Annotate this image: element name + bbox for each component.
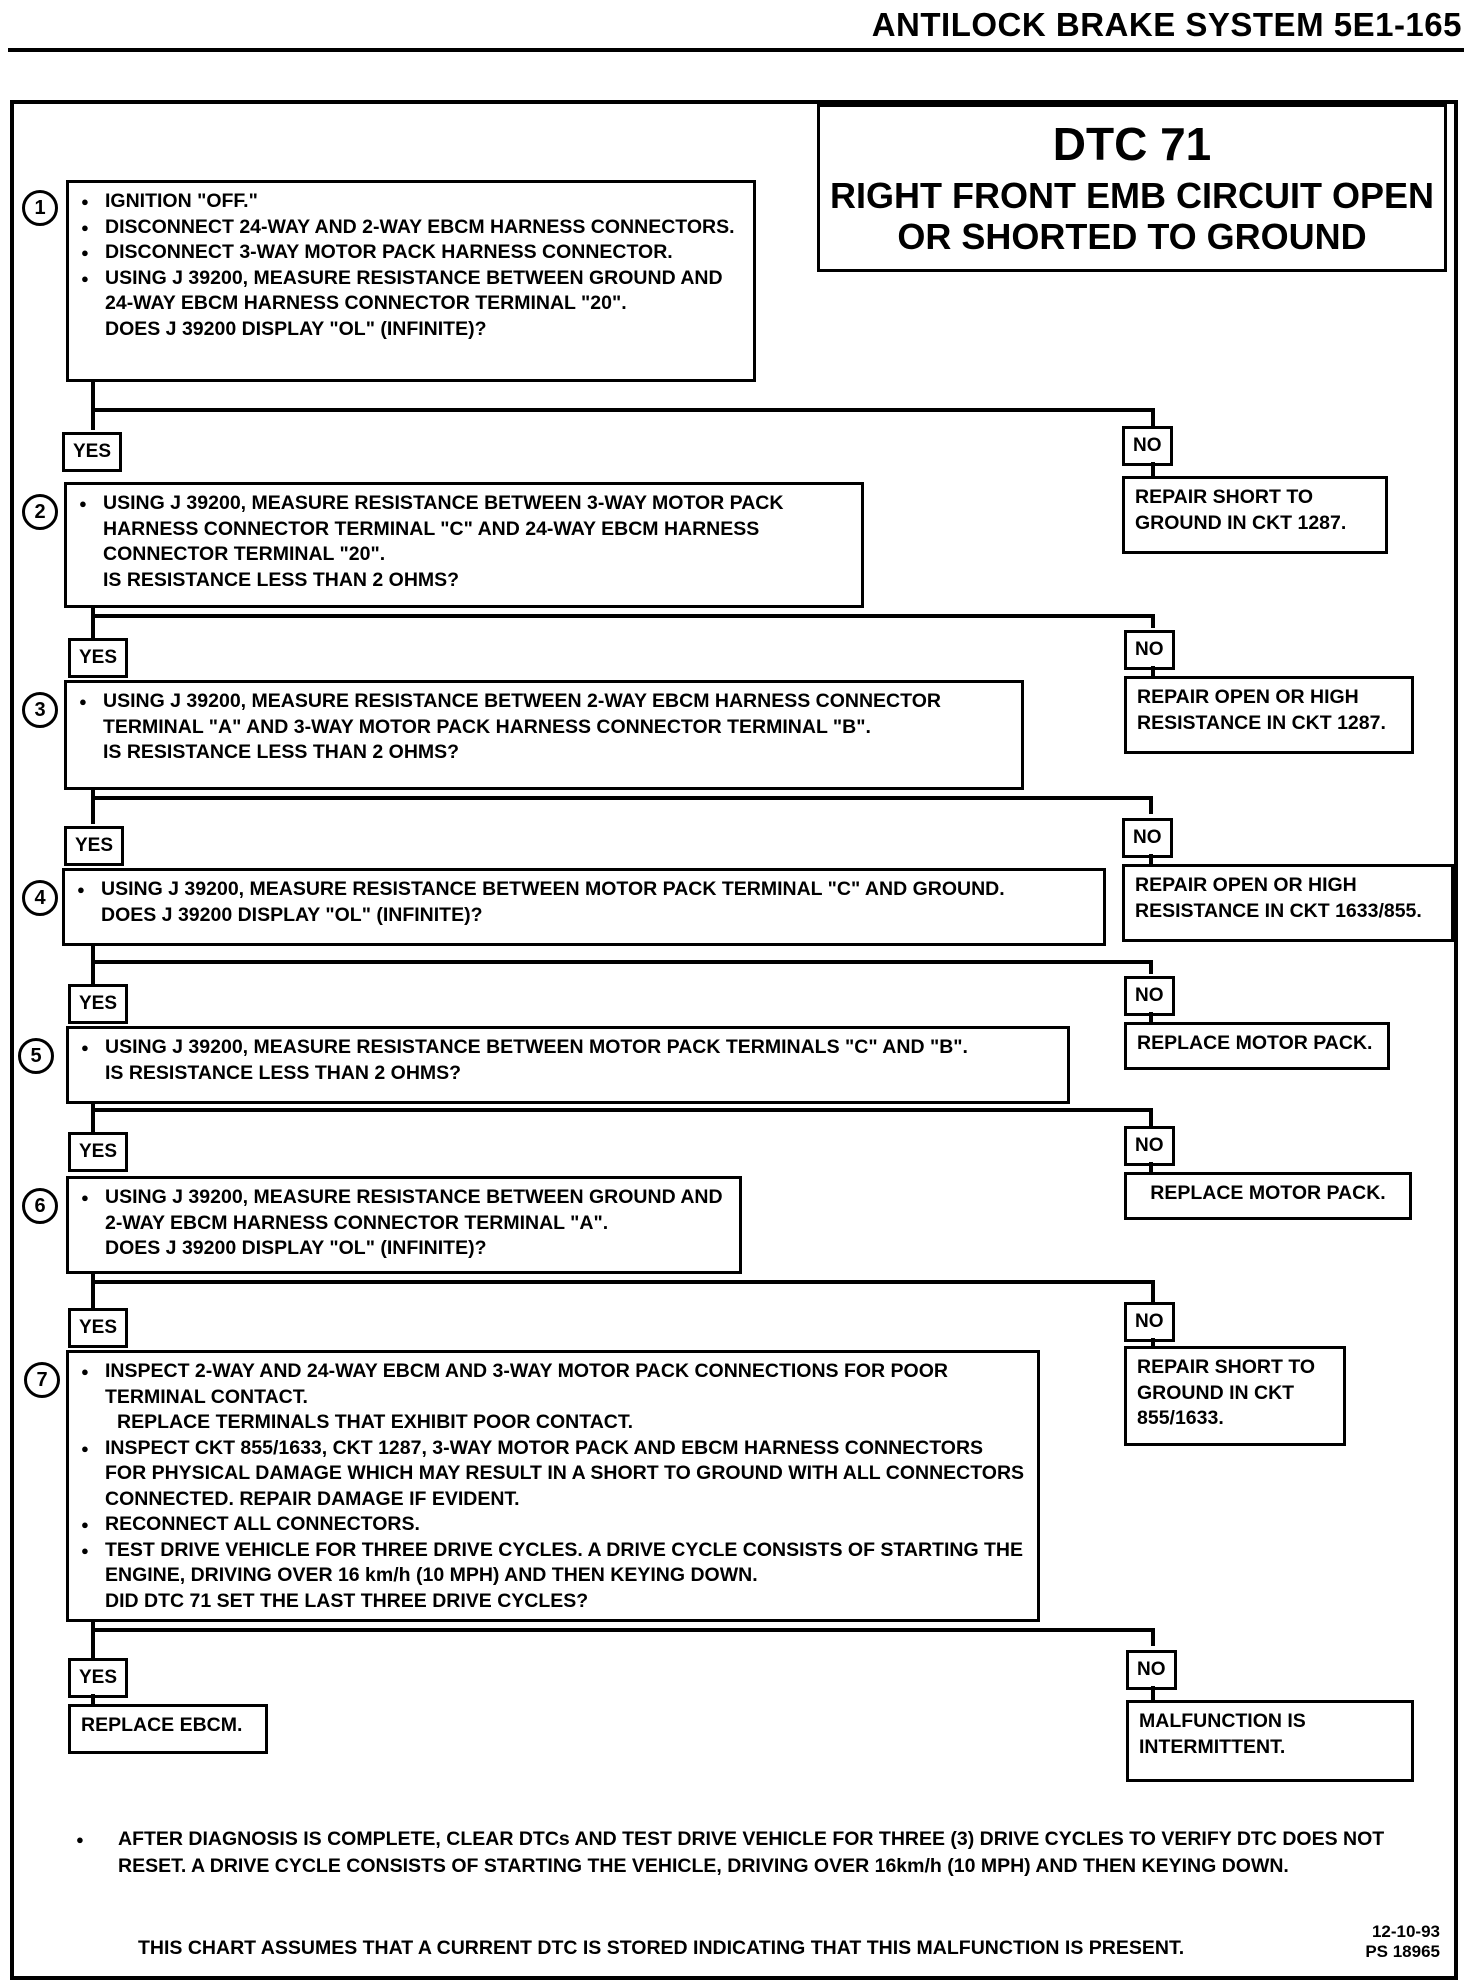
step-6-item: ● USING J 39200, MEASURE RESISTANCE BETWEEN GROUND AND 2-WAY EBCM HARNESS CONNECTOR TERMINAL "A". xyxy=(79,1185,729,1236)
no-label-7: NO xyxy=(1126,1650,1177,1690)
step-7-question: DID DTC 71 SET THE LAST THREE DRIVE CYCLES? xyxy=(105,1589,589,1612)
step-number-5: 5 xyxy=(18,1038,54,1074)
branch-line-6 xyxy=(91,1280,1155,1284)
dtc-title-box xyxy=(817,104,1447,272)
connector xyxy=(91,946,95,986)
step-7-item xyxy=(79,1359,1027,1436)
step-3-question: IS RESISTANCE LESS THAN 2 OHMS? xyxy=(103,741,460,763)
branch-line-4 xyxy=(91,960,1153,964)
step-6-question: DOES J 39200 DISPLAY "OL" (INFINITE)? xyxy=(105,1237,487,1259)
step-1-item: ● USING J 39200, MEASURE RESISTANCE BETWEEN GROUND AND 24-WAY EBCM HARNESS CONNECTOR TERMINAL "20". xyxy=(79,266,743,317)
step-number-6: 6 xyxy=(22,1188,58,1224)
step-6-box xyxy=(66,1176,742,1274)
step-7-item: ● INSPECT CKT 855/1633, CKT 1287, 3-WAY MOTOR PACK AND EBCM HARNESS CONNECTORS FOR PHYSICAL DAMAGE WHICH MAY RESULT IN A SHORT TO GROUND WITH ALL CONNECTORS CONNECTED. REPAIR DAMAGE IF EVIDENT. xyxy=(79,1436,1027,1513)
dtc-description-line2: OR SHORTED TO GROUND xyxy=(897,216,1367,257)
yes-label-1: YES xyxy=(62,432,122,472)
branch-line-5 xyxy=(91,1108,1153,1112)
branch-line-2 xyxy=(91,614,1155,618)
connector xyxy=(1151,614,1155,628)
connector xyxy=(1149,796,1153,814)
yes-label-6: YES xyxy=(68,1308,128,1348)
no-label-3: NO xyxy=(1122,818,1173,858)
step-number-4: 4 xyxy=(22,880,58,916)
step-1-question: DOES J 39200 DISPLAY "OL" (INFINITE)? xyxy=(105,317,487,340)
document-ref xyxy=(1365,1922,1440,1962)
result-no-2: REPAIR OPEN OR HIGH RESISTANCE IN CKT 1287. xyxy=(1124,676,1414,754)
connector xyxy=(1151,1280,1155,1302)
step-2-box xyxy=(64,482,864,608)
connector xyxy=(1151,1628,1155,1646)
branch-line-1 xyxy=(91,408,1155,412)
branch-line-3 xyxy=(91,796,1153,800)
document-date: 12-10-93 xyxy=(1371,1922,1440,1941)
no-label-5: NO xyxy=(1124,1126,1175,1166)
step-number-7: 7 xyxy=(24,1362,60,1398)
step-3-item: ● USING J 39200, MEASURE RESISTANCE BETWEEN 2-WAY EBCM HARNESS CONNECTOR TERMINAL "A" AND 3-WAY MOTOR PACK HARNESS CONNECTOR TERMINAL "B". xyxy=(77,689,1011,740)
dtc-code: DTC 71 xyxy=(1052,118,1212,170)
step-5-question: IS RESISTANCE LESS THAN 2 OHMS? xyxy=(105,1061,462,1084)
chart-assumption: THIS CHART ASSUMES THAT A CURRENT DTC IS STORED INDICATING THAT THIS MALFUNCTION IS PRESENT. xyxy=(138,1937,1185,1959)
result-no-5: REPLACE MOTOR PACK. xyxy=(1124,1172,1412,1220)
no-label-6: NO xyxy=(1124,1302,1175,1342)
no-label-1: NO xyxy=(1122,426,1173,466)
result-no-7: MALFUNCTION IS INTERMITTENT. xyxy=(1126,1700,1414,1782)
step-2-item: ● USING J 39200, MEASURE RESISTANCE BETWEEN 3-WAY MOTOR PACK HARNESS CONNECTOR TERMINAL "C" AND 24-WAY EBCM HARNESS CONNECTOR TERMINAL "20". xyxy=(77,491,851,568)
step-1-item: ● DISCONNECT 24-WAY AND 2-WAY EBCM HARNESS CONNECTORS. xyxy=(79,215,743,241)
step-7-box xyxy=(66,1350,1040,1622)
step-number-2: 2 xyxy=(22,494,58,530)
yes-label-5: YES xyxy=(68,1132,128,1172)
branch-line-7 xyxy=(91,1628,1155,1632)
step-7-item-text: INSPECT 2-WAY AND 24-WAY EBCM AND 3-WAY MOTOR PACK CONNECTIONS FOR POOR TERMINAL CONTACT. xyxy=(105,1360,948,1408)
step-7-item: ● RECONNECT ALL CONNECTORS. xyxy=(79,1512,1027,1538)
no-label-4: NO xyxy=(1124,976,1175,1016)
result-no-6: REPAIR SHORT TO GROUND IN CKT 855/1633. xyxy=(1124,1346,1346,1446)
step-4-item: ● USING J 39200, MEASURE RESISTANCE BETWEEN MOTOR PACK TERMINAL "C" AND GROUND. xyxy=(75,877,1093,903)
yes-label-7: YES xyxy=(68,1658,128,1698)
step-1-box xyxy=(66,180,756,382)
step-1-item: ● IGNITION "OFF." xyxy=(79,189,743,215)
step-3-box xyxy=(64,680,1024,790)
step-5-item: ● USING J 39200, MEASURE RESISTANCE BETWEEN MOTOR PACK TERMINALS "C" AND "B". xyxy=(79,1035,1057,1061)
step-7-sub-item: REPLACE TERMINALS THAT EXHIBIT POOR CONTACT. xyxy=(117,1411,634,1433)
step-number-1: 1 xyxy=(22,190,58,226)
no-label-2: NO xyxy=(1124,630,1175,670)
result-no-1: REPAIR SHORT TO GROUND IN CKT 1287. xyxy=(1122,476,1388,554)
connector xyxy=(1149,1108,1153,1126)
footnote-text: AFTER DIAGNOSIS IS COMPLETE, CLEAR DTCs AND TEST DRIVE VEHICLE FOR THREE (3) DRIVE CYCLES TO VERIFY DTC DOES NOT RESET. A DRIVE CYCLE CONSISTS OF STARTING THE VEHICLE, DRIVING OVER 16km/h (10 MPH) AND THEN KEYING DOWN. xyxy=(118,1828,1385,1877)
yes-label-3: YES xyxy=(64,826,124,866)
header-rule xyxy=(8,48,1464,52)
result-no-3: REPAIR OPEN OR HIGH RESISTANCE IN CKT 1633/855. xyxy=(1122,864,1454,942)
result-no-4: REPLACE MOTOR PACK. xyxy=(1124,1022,1390,1070)
footnote xyxy=(76,1826,1436,1880)
step-4-box xyxy=(62,868,1106,946)
dtc-description-line1: RIGHT FRONT EMB CIRCUIT OPEN xyxy=(830,175,1434,216)
step-1-item: ● DISCONNECT 3-WAY MOTOR PACK HARNESS CONNECTOR. xyxy=(79,240,743,266)
connector xyxy=(91,382,95,430)
yes-label-2: YES xyxy=(68,638,128,678)
step-7-item: ● TEST DRIVE VEHICLE FOR THREE DRIVE CYCLES. A DRIVE CYCLE CONSISTS OF STARTING THE ENGINE, DRIVING OVER 16 km/h (10 MPH) AND THEN KEYING DOWN. xyxy=(79,1538,1027,1589)
footnote-bullet: ● xyxy=(76,1832,84,1847)
step-2-question: IS RESISTANCE LESS THAN 2 OHMS? xyxy=(103,568,460,591)
page-header-title: ANTILOCK BRAKE SYSTEM 5E1-165 xyxy=(871,6,1462,43)
connector xyxy=(1151,408,1155,426)
step-4-question: DOES J 39200 DISPLAY "OL" (INFINITE)? xyxy=(101,903,483,926)
connector xyxy=(1149,960,1153,974)
step-number-3: 3 xyxy=(22,692,58,728)
step-5-box xyxy=(66,1026,1070,1104)
document-id: PS 18965 xyxy=(1365,1942,1440,1961)
result-yes-7: REPLACE EBCM. xyxy=(68,1704,268,1754)
yes-label-4: YES xyxy=(68,984,128,1024)
